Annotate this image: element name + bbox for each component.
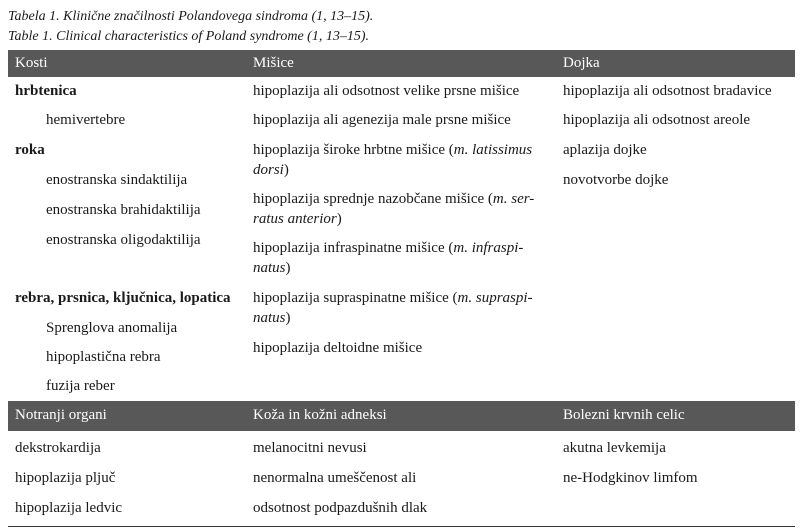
misice-item-2: hipoplazija ali agenezija male prsne mišice xyxy=(253,112,511,128)
kosti-item-sindaktilija: enostranska sindaktilija xyxy=(46,172,188,188)
organi-item-2: hipoplazija pljuč xyxy=(15,470,116,486)
kosti-item-fuzija-reber: fuzija reber xyxy=(46,378,115,394)
misice-item-4-cont: ratus anterior) xyxy=(253,211,342,227)
dojka-item-4: novotvorbe dojke xyxy=(563,172,669,188)
kosti-group-rebra: rebra, prsnica, ključnica, lopatica xyxy=(15,290,231,306)
misice-item-3: hipoplazija široke hrbtne mišice (m. latissimus xyxy=(253,142,533,158)
misice-item-7: hipoplazija deltoidne mišice xyxy=(253,340,423,356)
organi-item-3: hipoplazija ledvic xyxy=(15,500,123,516)
table-header-row-2 xyxy=(8,401,795,431)
header-misice: Mišice xyxy=(253,55,294,71)
misice-item-4: hipoplazija sprednje nazobčane mišice (m. ser- xyxy=(253,191,535,207)
misice-item-6: hipoplazija supraspinatne mišice (m. supraspi- xyxy=(253,290,533,306)
table-bottom-rule xyxy=(8,526,795,527)
caption-slovene: Tabela 1. Klinične značilnosti Polandovega sindroma (1, 13–15). xyxy=(8,9,374,24)
koza-item-1: melanocitni nevusi xyxy=(253,440,367,456)
dojka-item-2: hipoplazija ali odsotnost areole xyxy=(563,112,751,128)
header-bolezni-krvi: Bolezni krvnih celic xyxy=(563,407,685,423)
misice-item-1: hipoplazija ali odsotnost velike prsne mišice xyxy=(253,83,520,99)
kosti-item-hemivertebre: hemivertebre xyxy=(46,112,126,128)
kosti-item-hipoplasticna-rebra: hipoplastična rebra xyxy=(46,349,161,365)
kri-item-1: akutna levkemija xyxy=(563,440,666,456)
header-notranji-organi: Notranji organi xyxy=(15,407,107,423)
dojka-item-1: hipoplazija ali odsotnost bradavice xyxy=(563,83,772,99)
misice-item-5-cont: natus) xyxy=(253,260,291,276)
kosti-item-sprenglova: Sprenglova anomalija xyxy=(46,320,178,336)
caption-english: Table 1. Clinical characteristics of Poland syndrome (1, 13–15). xyxy=(8,29,369,44)
kosti-group-hrbtenica: hrbtenica xyxy=(15,83,77,99)
table-header-row-1 xyxy=(8,50,795,77)
kosti-group-roka: roka xyxy=(15,142,45,158)
header-koza: Koža in kožni adneksi xyxy=(253,407,387,423)
kri-item-2: ne-Hodgkinov limfom xyxy=(563,470,698,486)
header-kosti: Kosti xyxy=(15,55,48,71)
koza-item-3: odsotnost podpazdušnih dlak xyxy=(253,500,428,516)
organi-item-1: dekstrokardija xyxy=(15,440,101,456)
misice-item-5: hipoplazija infraspinatne mišice (m. infraspi- xyxy=(253,240,524,256)
kosti-item-oligodaktilija: enostranska oligodaktilija xyxy=(46,232,201,248)
koza-item-2: nenormalna umeščenost ali xyxy=(253,470,417,486)
dojka-item-3: aplazija dojke xyxy=(563,142,647,158)
kosti-item-brahidaktilija: enostranska brahidaktilija xyxy=(46,202,201,218)
misice-item-3-cont: dorsi) xyxy=(253,162,289,178)
misice-item-6-cont: natus) xyxy=(253,310,291,326)
header-dojka: Dojka xyxy=(563,55,600,71)
